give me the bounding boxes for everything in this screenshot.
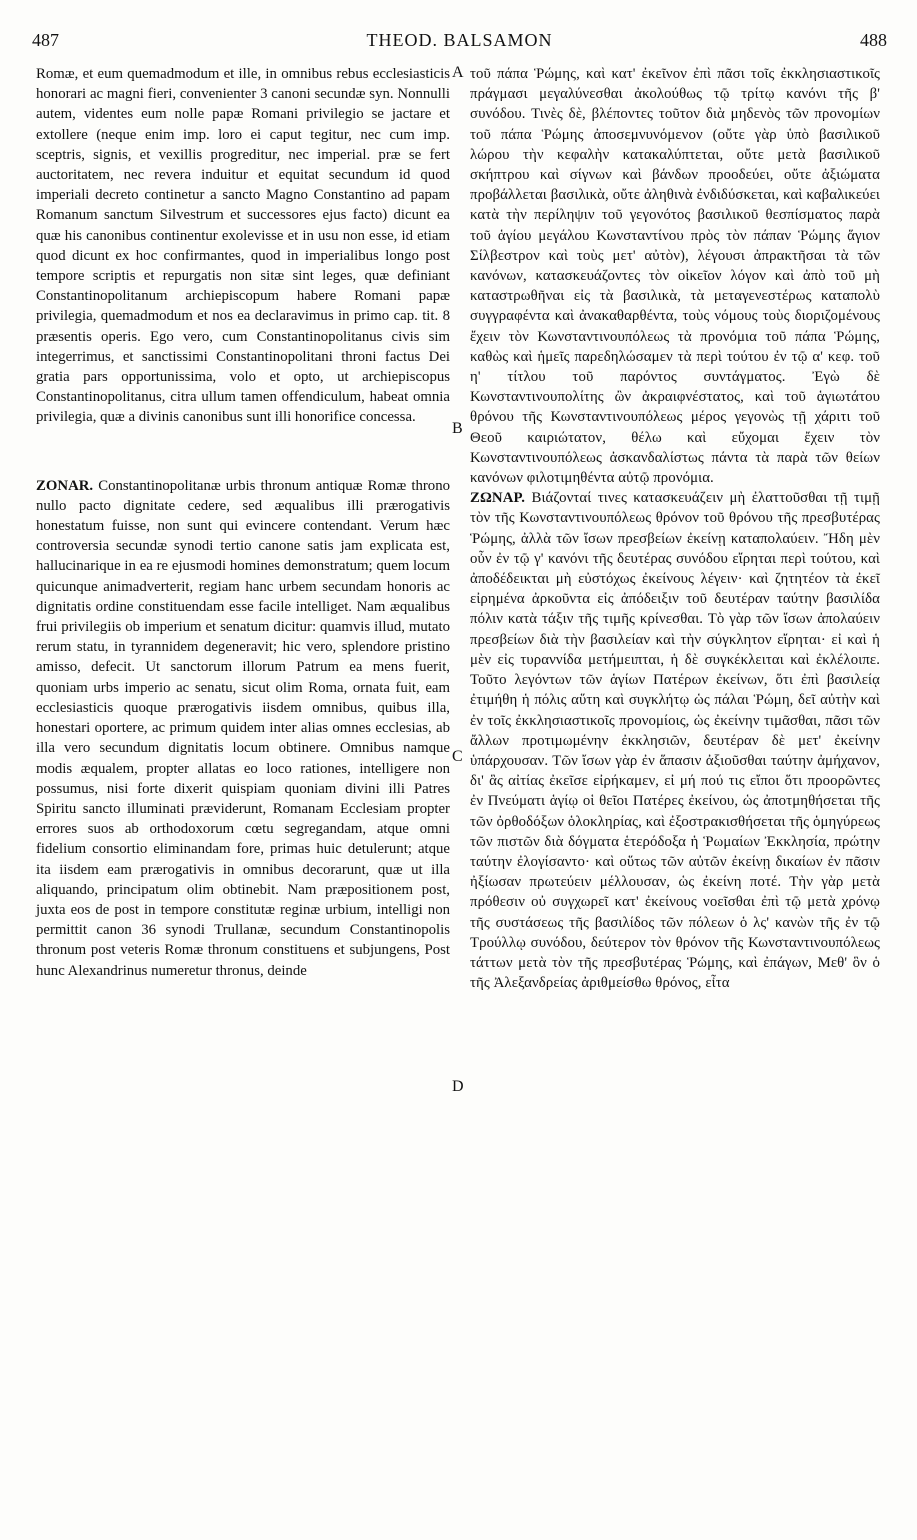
latin-zonaras-label: ZONAR. bbox=[36, 477, 94, 494]
margin-letter-a: A bbox=[452, 64, 464, 81]
page-number-left: 487 bbox=[32, 30, 59, 50]
greek-column bbox=[470, 64, 880, 993]
latin-zonaras-text: Constantinopolitanæ urbis thronum antiquæ Romæ throno nullo pacto dignitate cedere, sed æqualibus illi prærogativis honestatum fuisse, non sunt qui evincere contendant. Verum hæc controversia secundæ synodi tertio canone satis jam explicata est, hallucinarique in ea re ejusmodi homines demonstratum; quem locum quicunque animadverterit, regiam hanc urbem secundam honoris ac dignitatis ordine constituendam esse facile intelliget. Nam æqualibus frui privilegiis ob imperium et senatum dicitur: quamvis illud, mutato rerum statu, in tyrannidem degeneravit; hic vero, splendore pristino amisso, defecit. Ut sanctorum illorum Patrum ea mens fuerit, quoniam urbs imperio ac senatu, sicut olim Roma, ornata fuit, eam ecclesiasticis quoque prærogativis iisdem omnibus, quibus illa, honestari oportere, ac primum quidem inter alias omnes ecclesias, ab illa vero secundum dignitatis locum obtinere. Omnibus namque modis æqualem, propter allatas eo loco rationes, intelligere non possumus, nisi forte dixerit quispiam quoniam divini illi Patres Spiritu sancto illuminati præviderunt, Romanam Ecclesiam propter errores suos ab orthodoxorum cœtu segregandam, atque omni fidelium consortio eliminandam fore, primas huic detulerunt; atque ita iisdem eam prærogativis in omnibus decorarunt, quæ ut illa aliquando, principatum olim obtinebit. Nam præpositionem post, juxta eos de post in tempore constitutæ reginæ urbium, intelligi non permittit canon 36 synodi Trullanæ, secundum Constantinopolis thronum post veteris Romæ thronum constituens et subjungens, Post hunc Alexandrinus numeretur thronus, deinde bbox=[36, 477, 450, 979]
latin-paragraph-1: Romæ, et eum quemadmodum et ille, in omnibus rebus ecclesiasticis honorari ac magni fieri, convenienter 3 canoni secundæ syn. Nonnulli autem, videntes eum nolle papæ Romani privilegio se jactare et extollere (neque enim imp. loro ei caput tegitur, nec cum imp. sceptris, signis, et vexillis progreditur, nec imperial. præ se fert auctoritatem, nec revera induitur et equitat secundum id quod imperiali decreto continetur a sancto Magno Constantino ad papam Romanum sanctum Silvestrum et successores ejus facto) dicunt ea quæ his canonibus continentur exolevisse et in usu non esse, id etiam quod dicunt ex hoc confirmantes, quod in imperialibus longo post tempore scriptis et repurgatis non sitæ sint leges, quæ definiant Constantinopolitanum archiepiscopum habere Romani papæ privilegia, quemadmodum et nos ea declaravimus in primo cap. tit. 8 præsentis operis. Ego vero, cum Constantinopolitanus civis sim integerrimus, et sanctissimi Constantinopolitani throni factus Dei gratia pars opportunissima, volo et opto, ut archiepiscopus Constantinopolitanus, citra ullum tamen offendiculum, habeat omnia privilegia, quæ a divinis canonibus sunt illi honorifice concessa. bbox=[36, 66, 450, 426]
margin-letter-d: D bbox=[452, 1078, 464, 1095]
greek-paragraph-2 bbox=[470, 488, 880, 993]
greek-zonaras-label: ΖΩΝΑΡ. bbox=[470, 490, 526, 507]
greek-zonaras-text: Βιάζονταί τινες κατασκευάζειν μὴ ἐλαττοῦσθαι τῇ τιμῇ τὸν τῆς Κωνσταντινουπόλεως θρόνον τοῦ θρόνου τῆς πρεσβυτέρας Ῥώμης, ἀλλὰ τῶν ἴσων πρεσβείων ἐκείνῃ καταπολαύειν. Ἤδη μὲν οὖν ἐν τῷ γ' κανόνι τῆς δευτέρας συνόδου εἴρηται περὶ τούτου, καὶ ἀποδέδεικται μὴ εὐστόχως ἐκείνους λέγειν· καὶ ζητητέον τὰ ἐκεῖ εἰρημένα ἀρκοῦντα εἰς ἀπόδειξιν τοῦ δευτέραν ταύτην βασιλίδα πόλιν κατὰ τάξιν τῆς τιμῆς κρίνεσθαι. Τὸ γὰρ τῶν ἴσων ἀπολαύειν πρεσβείων διὰ τὴν βασιλείαν καὶ τὴν σύγκλητον εἴρηται· εἰ καὶ ἡ μὲν εἰς τυραννίδα μετήμειπται, ἡ δὲ συγκέκλειται καὶ ἐκλέλοιπε. Τοῦτο λεγόντων τῶν ἁγίων Πατέρων ἐκείνων, ὅτι ἐπὶ βασιλείᾳ ἐτιμήθη ἡ πόλις αὕτη καὶ συγκλήτῳ ὡς πάλαι Ῥώμη, δεῖ αὐτὴν καὶ ἐν τοῖς ἐκκλησιαστικοῖς προνομίοις, ὡς ἐκείνην τιμᾶσθαι, πᾶσι τῶν ἄλλων προτιμωμένην ἐκκλησιῶν, δευτέραν δὲ μετ' ἐκείνην ὑπάρχουσαν. Τῶν ἴσων γὰρ ἐν ἅπασιν ἀξιοῦσθαι ταύτην ἀμήχανον, δι' ἃς αἰτίας ἐκεῖσε εἰρήκαμεν, εἰ μή πού τις εἴποι ὅτι προορῶντες ἐν Πνεύματι ἁγίῳ οἱ θεῖοι Πατέρες ἐκείνου, ὡς ἀποτμηθήσεται τῆς τῶν ὀρθοδόξων ὁλοκληρίας, καὶ ἐξοστρακισθήσεται τῆς ὁμηγύρεως τῶν πιστῶν διὰ δόγματα ἑτερόδοξα ἡ Ῥωμαίων Ἐκκλησία, πρώτην ταύτην ἐλογίσαντο· καὶ οὕτως τῶν αὐτῶν ἐκείνῃ δικαίων ἐν πᾶσιν ἠξίωσαν πρωτεύειν μέλλουσαν, ὡς ἐκείνη ποτέ. Τὴν γὰρ μετὰ πρόθεσιν οὐ συγχωρεῖ κατ' ἐκείνους νοεῖσθαι ἐπὶ τῷ μετὰ χρόνῳ τῆς συστάσεως τῆς βασιλίδος τῶν πόλεων ὁ λς' κανὼν τῆς ἐν τῷ Τρούλλῳ συνόδου, δεύτερον τὸν θρόνον τῆς Κωνσταντινουπόλεως τάττων μετὰ τὸν τῆς πρεσβυτέρας Ῥώμης, καὶ ἐπάγων, Μεθ' ὃν ὁ τῆς Ἀλεξανδρείας ἀριθμείσθω θρόνος, εἶτα bbox=[470, 490, 880, 992]
greek-paragraph-1: τοῦ πάπα Ῥώμης, καὶ κατ' ἐκεῖνον ἐπὶ πᾶσι τοῖς ἐκκλησιαστικοῖς πράγμασι μεγαλύνεσθαι ἀκολούθως τῷ τρίτῳ κανόνι τῆς β' συνόδου. Τινὲς δὲ, βλέποντες τοῦτον διὰ μηδενὸς τῶν προνομίων τοῦ πάπα Ῥώμης ἀποσεμνυνόμενον (οὔτε γὰρ ὑπὸ βασιλικοῦ λώρου τὴν κεφαλὴν κατακαλύπτεται, οὔτε μετὰ βασιλικοῦ σκήπτρου καὶ σίγνων καὶ βάνδων προοδεύει, οὔτε ἀξιώματα προβάλλεται βασιλικὰ, οὔτε ἀληθινὰ ἐνδιδύσκεται, καὶ καβαλικεύει κατὰ τὴν περίληψιν τοῦ γεγονότος βασιλικοῦ θεσπίσματος παρὰ τοῦ ἁγίου μεγάλου Κωνσταντίνου πρὸς τὸν πάπαν Ῥώμης ἅγιον Σίλβεστρον καὶ τοὺς μετ' αὐτὸν), λέγουσι ἀπρακτῆσαι τὰ τῶν κανόνων, κατασκευάζοντες τὸν οἰκεῖον λόγον καὶ ἀπὸ τοῦ μὴ καταστρωθῆναι εἰς τὰ βασιλικὰ, τὰ μεταγενεστέρως καταπολὺ συγγραφέντα καὶ ἀνακαθαρθέντα, τοὺς νόμους τοὺς διοριζομένους ἔχειν τὸν Κωνσταντινουπόλεως τὰ προνόμια τοῦ πάπα Ῥώμης, καθὼς καὶ ἡμεῖς παρεδηλώσαμεν τὰ περὶ τούτου ἐν τῷ α' κεφ. τοῦ η' τίτλου τοῦ παρόντος συντάγματος. Ἐγὼ δὲ Κωνσταντινουπολίτης ὢν ἀκραιφνέστατος, καὶ τοῦ ἁγιωτάτου θρόνου τῆς Κωνσταντινουπόλεως μέρος γεγονὼς τῇ χάριτι τοῦ Θεοῦ καιριώτατον, θέλω καὶ εὔχομαι ἔχειν τὸν Κωνσταντινουπόλεως ἀσκανδαλίστως πάντα τὰ παρὰ τῶν θείων κανόνων φιλοτιμηθέντα αὐτῷ προνόμια. bbox=[470, 66, 880, 487]
margin-letter-c: C bbox=[452, 748, 463, 765]
page-header bbox=[32, 30, 887, 60]
running-title: THEOD. BALSAMON bbox=[366, 30, 553, 50]
latin-column bbox=[36, 64, 450, 981]
page-number-right: 488 bbox=[860, 30, 887, 50]
margin-letter-b: B bbox=[452, 420, 463, 437]
latin-paragraph-2 bbox=[36, 476, 450, 981]
